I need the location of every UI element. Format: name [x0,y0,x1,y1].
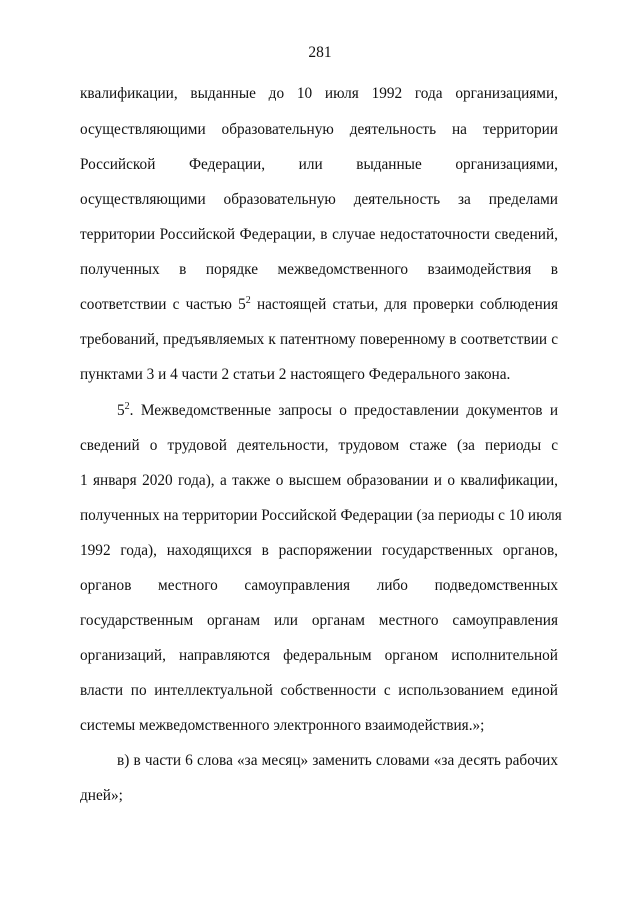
text-line: сведений о трудовой деятельности, трудовом стаже (за периоды с [80,437,558,454]
text-fragment: . Межведомственные запросы о предоставлении документов и [129,402,558,419]
text-line: в) в части 6 слова «за месяц» заменить словами «за десять рабочих [117,752,558,769]
text-fragment: настоящей статьи, для проверки соблюдения [250,296,558,313]
superscript: 2 [245,295,251,306]
page-number: 281 [308,44,332,61]
text-line: полученных в порядке межведомственного взаимодействия в [80,261,558,278]
text-fragment: 5 [117,402,125,419]
text-fragment: соответствии с частью 5 [80,296,246,313]
text-line: 1 января 2020 года), а также о высшем образовании и о квалификации, [80,472,558,489]
text-line: дней»; [80,787,123,804]
text-line [117,401,558,421]
superscript: 2 [124,401,130,412]
text-line: пунктами 3 и 4 части 2 статьи 2 настоящего Федерального закона. [80,366,511,383]
text-line: органов местного самоуправления либо подведомственных [80,577,558,594]
text-line: полученных на территории Российской Федерации (за периоды с 10 июля [80,507,562,524]
text-line: государственным органам или органам местного самоуправления [80,612,558,629]
text-line: требований, предъявляемых к патентному поверенному в соответствии с [80,331,558,348]
text-line: территории Российской Федерации, в случае недостаточности сведений, [80,226,558,243]
text-line: осуществляющими образовательную деятельность на территории [80,121,558,138]
text-line: власти по интеллектуальной собственности с использованием единой [80,682,558,699]
text-line [80,295,558,315]
text-line: 1992 года), находящихся в распоряжении государственных органов, [80,542,558,559]
text-line: квалификации, выданные до 10 июля 1992 года организациями, [80,85,558,102]
text-line: системы межведомственного электронного взаимодействия.»; [80,717,485,734]
text-line: организаций, направляются федеральным органом исполнительной [80,647,558,664]
text-line: осуществляющими образовательную деятельность за пределами [80,191,558,208]
text-line: Российской Федерации, или выданные организациями, [80,156,558,173]
